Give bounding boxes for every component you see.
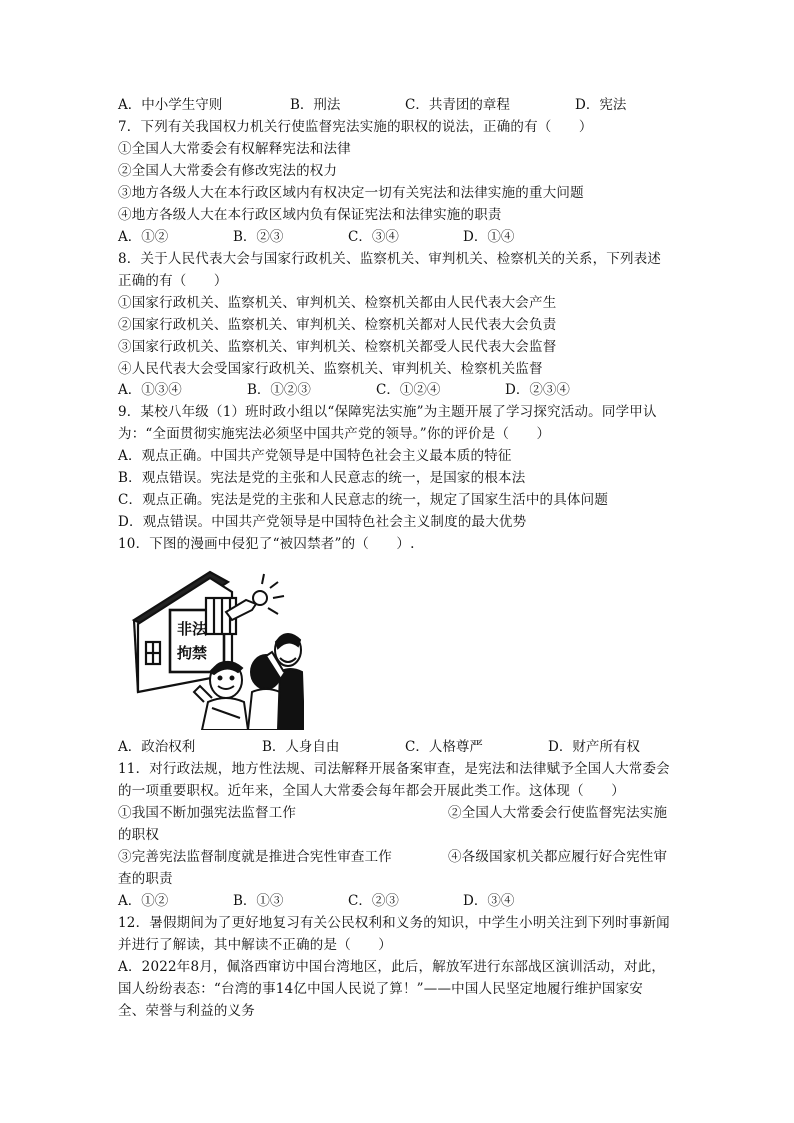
q11-option-d: D．③④ (463, 893, 515, 909)
q8-item-1: ①国家行政机关、监察机关、审判机关、检察机关都由人民代表大会产生 (118, 295, 557, 311)
q7-item-1: ①全国人大常委会有权解释宪法和法律 (118, 141, 351, 157)
q7-option-b: B．②③ (233, 229, 284, 245)
q11-item-4: ④各级国家机关都应履行好合宪性审 (448, 849, 668, 865)
q6-option-b: B．刑法 (290, 97, 341, 113)
cartoon-sign-line2: 拘禁 (177, 644, 208, 662)
q7-option-d: D．①④ (463, 229, 515, 245)
q12-stem-line2: 并进行了解读，其中解读不正确的是（ ） (118, 937, 392, 953)
q11-item-2-continued: 的职权 (118, 827, 160, 843)
q10-option-c: C．人格尊严 (405, 739, 483, 755)
q6-option-c: C．共青团的章程 (405, 97, 510, 113)
q6-option-a: A．中小学生守则 (118, 97, 223, 113)
q8-option-d: D．②③④ (505, 382, 570, 398)
q8-option-a: A．①③④ (118, 382, 182, 398)
q11-item-4-continued: 查的职责 (118, 871, 173, 887)
q7-item-4: ④地方各级人大在本行政区域内负有保证宪法和法律实施的职责 (118, 207, 502, 223)
q8-item-4: ④人民代表大会受国家行政机关、监察机关、审判机关、检察机关监督 (118, 361, 543, 377)
q12-option-a-line1: A．2022年8月，佩洛西窜访中国台湾地区，此后，解放军进行东部战区演训活动，对此， (118, 959, 666, 975)
q7-item-2: ②全国人大常委会有修改宪法的权力 (118, 163, 338, 179)
q12-option-a-line2: 国人纷纷表态：“台湾的事14亿中国人民说了算！”——中国人民坚定地履行维护国家安 (118, 981, 643, 997)
q9-option-c: C．观点正确。宪法是党的主张和人民意志的统一，规定了国家生活中的具体问题 (118, 492, 609, 508)
q7-item-3: ③地方各级人大在本行政区域内有权决定一切有关宪法和法律实施的重大问题 (118, 185, 584, 201)
q10-option-b: B．人身自由 (262, 739, 340, 755)
q11-option-a: A．①② (118, 893, 169, 909)
q8-item-2: ②国家行政机关、监察机关、审判机关、检察机关都对人民代表大会负责 (118, 317, 557, 333)
q8-stem-line2: 正确的有（ ） (118, 273, 228, 289)
q6-option-d: D．宪法 (575, 97, 627, 113)
q12-stem-line1: 12．暑假期间为了更好地复习有关公民权利和义务的知识，中学生小明关注到下列时事新闻 (118, 915, 670, 931)
q8-stem-line1: 8．关于人民代表大会与国家行政机关、监察机关、审判机关、检察机关的关系，下列表述 (118, 251, 662, 267)
q9-option-b: B．观点错误。宪法是党的主张和人民意志的统一，是国家的根本法 (118, 470, 526, 486)
illegal-detention-cartoon (128, 568, 304, 730)
q9-stem-line2: 为：“全面贯彻实施宪法必须坚中国共产党的领导。”你的评价是（ ） (118, 426, 551, 442)
q7-option-c: C．③④ (348, 229, 399, 245)
q11-item-2: ②全国人大常委会行使监督宪法实施 (448, 805, 668, 821)
cartoon-drawing (128, 568, 304, 730)
q9-option-a: A．观点正确。中国共产党领导是中国特色社会主义最本质的特征 (118, 448, 512, 464)
q11-stem-line2: 的一项重要职权。近年来，全国人大常委会每年都会开展此类工作。这体现（ ） (118, 783, 625, 799)
q7-stem: 7．下列有关我国权力机关行使监督宪法实施的职权的说法，正确的有（ ） (118, 119, 593, 135)
q11-option-c: C．②③ (348, 893, 399, 909)
q10-option-d: D．财产所有权 (548, 739, 640, 755)
q10-stem: 10．下图的漫画中侵犯了“被囚禁者”的（ ）. (118, 536, 415, 552)
q8-item-3: ③国家行政机关、监察机关、审判机关、检察机关都受人民代表大会监督 (118, 339, 557, 355)
q11-item-3: ③完善宪法监督制度就是推进合宪性审查工作 (118, 849, 392, 865)
q10-option-a: A．政治权利 (118, 739, 196, 755)
q9-stem-line1: 9．某校八年级（1）班时政小组以“保障宪法实施”为主题开展了学习探究活动。同学甲认 (118, 404, 657, 420)
cartoon-sign-line1: 非法 (177, 620, 208, 638)
q8-option-b: B．①②③ (247, 382, 311, 398)
q12-option-a-line3: 全、荣誉与利益的义务 (118, 1003, 255, 1019)
q11-stem-line1: 11．对行政法规，地方性法规、司法解释开展备案审查，是宪法和法律赋予全国人大常委会 (118, 761, 670, 777)
q11-option-b: B．①③ (233, 893, 284, 909)
q8-option-c: C．①②④ (376, 382, 441, 398)
q11-item-1: ①我国不断加强宪法监督工作 (118, 805, 297, 821)
q9-option-d: D．观点错误。中国共产党领导是中国特色社会主义制度的最大优势 (118, 514, 527, 530)
q7-option-a: A．①② (118, 229, 169, 245)
